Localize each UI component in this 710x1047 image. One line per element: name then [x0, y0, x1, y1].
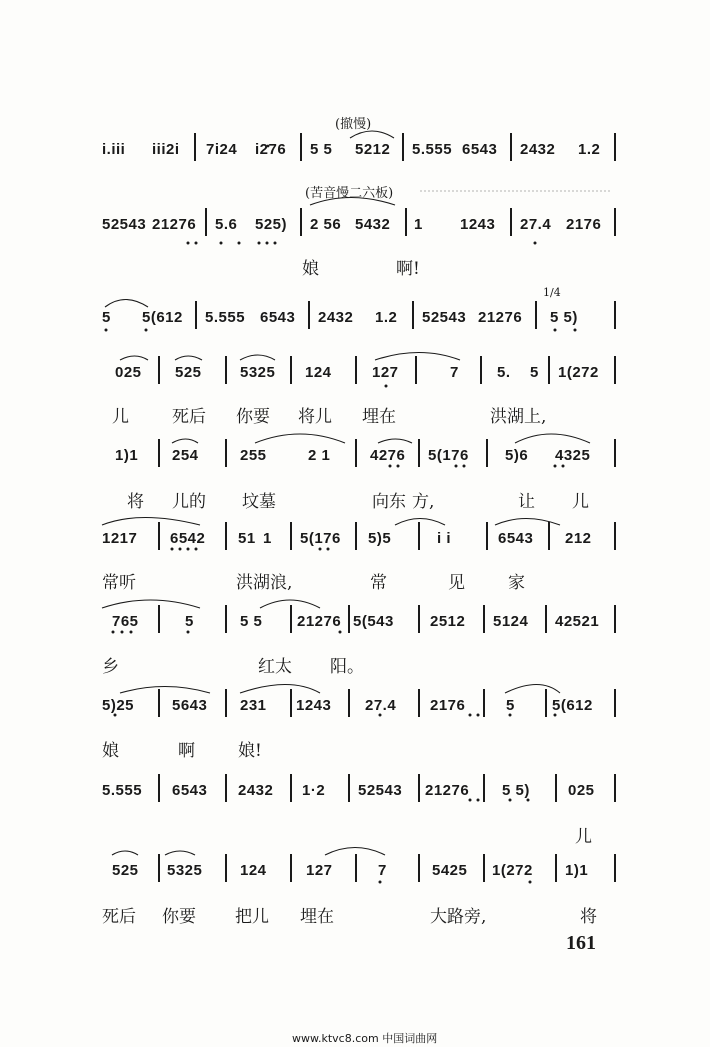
- note-group: 5.: [497, 364, 511, 381]
- lyric: 儿: [572, 492, 589, 512]
- note-group: 525: [112, 862, 139, 879]
- lyric: 家: [508, 573, 525, 593]
- bar-line: [614, 208, 616, 236]
- note-group: 5: [185, 613, 194, 630]
- note-group: 1217: [102, 530, 138, 547]
- note-group: 124: [305, 364, 332, 381]
- lyric: 埋在: [362, 407, 396, 427]
- note-group: 52543: [102, 216, 147, 233]
- note-group: 5(176: [300, 530, 341, 547]
- note-group: 127: [306, 862, 333, 879]
- note-group: iii2i: [152, 141, 180, 158]
- banshi-marking: (苦音慢二六板): [305, 186, 394, 201]
- note-group: 2432: [238, 782, 274, 799]
- note-group: 2512: [430, 613, 466, 630]
- lyric: 大路旁,: [430, 907, 487, 927]
- note-group: i.iii: [102, 141, 126, 158]
- bar-line: [355, 854, 357, 882]
- note-group: 1243: [460, 216, 496, 233]
- lyric: 向东: [372, 492, 406, 512]
- note-group: 5 5): [550, 309, 578, 326]
- bar-line: [158, 689, 160, 717]
- lyric: 啊!: [396, 259, 420, 279]
- note-group: 5124: [493, 613, 529, 630]
- note-group: 1·2: [302, 782, 326, 799]
- note-group: 52543: [422, 309, 467, 326]
- note-group: 5: [530, 364, 539, 381]
- bar-line: [355, 439, 357, 467]
- bar-line: [614, 439, 616, 467]
- note-group: 21276: [152, 216, 197, 233]
- bar-line: [614, 356, 616, 384]
- bar-line: [418, 439, 420, 467]
- note-group: 1243: [296, 697, 332, 714]
- note-group: 5212: [355, 141, 391, 158]
- bar-line: [348, 605, 350, 633]
- note-group: 6543: [172, 782, 208, 799]
- lyric: 将: [580, 907, 597, 927]
- bar-line: [290, 605, 292, 633]
- lyric: 常听: [102, 573, 136, 593]
- bar-line: [225, 605, 227, 633]
- note-group: 254: [172, 447, 199, 464]
- note-group: 1.2: [375, 309, 398, 326]
- note-group: 1.2: [578, 141, 601, 158]
- bar-line: [412, 301, 414, 329]
- note-group: 6543: [260, 309, 296, 326]
- bar-line: [418, 522, 420, 550]
- note-group: 231: [240, 697, 267, 714]
- note-group: 5: [506, 697, 515, 714]
- bar-line: [225, 774, 227, 802]
- bar-line: [510, 208, 512, 236]
- note-group: 5643: [172, 697, 208, 714]
- note-group: 1(272: [492, 862, 533, 879]
- note-group: 4276: [370, 447, 406, 464]
- footer-watermark: www.ktvc8.com 中国词曲网: [292, 1032, 438, 1045]
- note-group: 27.4: [520, 216, 552, 233]
- lyric: 把儿: [235, 907, 269, 927]
- bar-line: [225, 356, 227, 384]
- bar-line: [300, 208, 302, 236]
- note-group: 525): [255, 216, 288, 233]
- lyric: 娘!: [238, 741, 262, 761]
- bar-line: [300, 133, 302, 161]
- bar-line: [418, 774, 420, 802]
- bar-line: [405, 208, 407, 236]
- note-group: 5.6: [215, 216, 238, 233]
- bar-line: [225, 439, 227, 467]
- note-group: 525: [175, 364, 202, 381]
- lyric: 洪湖上,: [490, 407, 547, 427]
- bar-line: [225, 522, 227, 550]
- note-group: 5)6: [505, 447, 529, 464]
- bar-line: [535, 301, 537, 329]
- bar-line: [483, 689, 485, 717]
- note-group: 51: [238, 530, 256, 547]
- bar-line: [290, 522, 292, 550]
- note-group: 2 56: [310, 216, 342, 233]
- lyric: 阳。: [330, 657, 364, 677]
- bar-line: [486, 439, 488, 467]
- note-group: 5 5): [502, 782, 530, 799]
- bar-line: [290, 689, 292, 717]
- bar-line: [545, 689, 547, 717]
- bar-line: [290, 356, 292, 384]
- note-group: 4325: [555, 447, 591, 464]
- note-group: 7: [378, 862, 387, 879]
- bar-line: [614, 689, 616, 717]
- note-group: 52543: [358, 782, 403, 799]
- bar-line: [158, 356, 160, 384]
- note-group: 025: [568, 782, 595, 799]
- lyric: 娘: [102, 741, 119, 761]
- bar-line: [614, 605, 616, 633]
- note-group: 5.555: [412, 141, 453, 158]
- bar-line: [545, 605, 547, 633]
- lyric: 你要: [162, 907, 196, 927]
- note-group: 1(272: [558, 364, 599, 381]
- note-group: i i: [437, 530, 452, 547]
- note-group: 7: [450, 364, 459, 381]
- bar-line: [510, 133, 512, 161]
- lyric: 将儿: [298, 407, 332, 427]
- note-group: 5(176: [428, 447, 469, 464]
- lyric: 洪湖浪,: [236, 573, 293, 593]
- lyric: 娘: [302, 259, 319, 279]
- note-group: 42521: [555, 613, 600, 630]
- note-group: 1: [263, 530, 272, 547]
- bar-line: [158, 439, 160, 467]
- note-group: 212: [565, 530, 592, 547]
- note-group: 5 5: [240, 613, 263, 630]
- note-group: 5(543: [353, 613, 394, 630]
- ratio-marking: 1/4: [543, 286, 561, 299]
- bar-line: [158, 854, 160, 882]
- bar-line: [614, 301, 616, 329]
- bar-line: [195, 301, 197, 329]
- bar-line: [486, 522, 488, 550]
- note-group: 21276: [297, 613, 342, 630]
- bar-line: [614, 133, 616, 161]
- bar-line: [483, 605, 485, 633]
- note-group: 5)25: [102, 697, 135, 714]
- note-group: 5 5: [310, 141, 333, 158]
- note-group: 5325: [240, 364, 276, 381]
- note-group: 1)1: [115, 447, 139, 464]
- note-group: 5(612: [142, 309, 183, 326]
- note-group: 2432: [318, 309, 354, 326]
- bar-line: [194, 133, 196, 161]
- bar-line: [348, 774, 350, 802]
- bar-line: [290, 774, 292, 802]
- lyric: 埋在: [300, 907, 334, 927]
- note-group: 5)5: [368, 530, 392, 547]
- note-group: 5.555: [205, 309, 246, 326]
- bar-line: [225, 689, 227, 717]
- note-group: 21276: [425, 782, 470, 799]
- note-group: 765: [112, 613, 139, 630]
- note-group: 5432: [355, 216, 391, 233]
- bar-line: [355, 356, 357, 384]
- bar-line: [158, 774, 160, 802]
- note-group: 2176: [566, 216, 602, 233]
- bar-line: [418, 854, 420, 882]
- lyric: 乡: [102, 657, 119, 677]
- note-group: 6543: [498, 530, 534, 547]
- note-group: 2 1: [308, 447, 331, 464]
- bar-line: [614, 522, 616, 550]
- note-group: 2432: [520, 141, 556, 158]
- note-group: 025: [115, 364, 142, 381]
- note-group: 255: [240, 447, 267, 464]
- lyric: 儿的: [172, 492, 206, 512]
- note-group: 5425: [432, 862, 468, 879]
- note-group: 127: [372, 364, 399, 381]
- bar-line: [205, 208, 207, 236]
- lyric: 常: [370, 573, 387, 593]
- bar-line: [548, 356, 550, 384]
- bar-line: [480, 356, 482, 384]
- note-group: 27.4: [365, 697, 397, 714]
- lyric: 将: [127, 492, 144, 512]
- bar-line: [402, 133, 404, 161]
- note-group: 5: [102, 309, 111, 326]
- note-group: 5325: [167, 862, 203, 879]
- note-group: 2176: [430, 697, 466, 714]
- lyric: 死后: [172, 407, 206, 427]
- lyric: 让: [518, 492, 535, 512]
- note-group: 1)1: [565, 862, 589, 879]
- bar-line: [158, 522, 160, 550]
- lyric: 红太: [258, 657, 292, 677]
- bar-line: [355, 522, 357, 550]
- bar-line: [548, 522, 550, 550]
- lyric: 见: [448, 573, 465, 593]
- bar-line: [415, 356, 417, 384]
- bar-line: [614, 854, 616, 882]
- bar-line: [308, 301, 310, 329]
- bar-line: [555, 854, 557, 882]
- bar-line: [483, 774, 485, 802]
- note-group: 6542: [170, 530, 206, 547]
- lyric: 死后: [102, 907, 136, 927]
- bar-line: [483, 854, 485, 882]
- note-group: 7i24: [206, 141, 238, 158]
- note-group: i276: [255, 141, 287, 158]
- note-group: 5(612: [552, 697, 593, 714]
- bar-line: [418, 605, 420, 633]
- bar-line: [348, 689, 350, 717]
- note-group: 5.555: [102, 782, 143, 799]
- bar-line: [614, 774, 616, 802]
- bar-line: [290, 854, 292, 882]
- bar-line: [418, 689, 420, 717]
- tempo-marking: (撤慢): [335, 117, 372, 132]
- lyric: 儿: [112, 407, 129, 427]
- lyric: 方,: [412, 492, 435, 512]
- note-group: 124: [240, 862, 267, 879]
- bar-line: [225, 854, 227, 882]
- lyric: 啊: [178, 741, 195, 761]
- lyric: 坟墓: [242, 492, 276, 512]
- lyric: 你要: [236, 407, 270, 427]
- bar-line: [158, 605, 160, 633]
- note-group: 6543: [462, 141, 498, 158]
- page-number: 161: [566, 932, 596, 954]
- lyric: 儿: [575, 827, 592, 847]
- bar-line: [555, 774, 557, 802]
- note-group: 1: [414, 216, 423, 233]
- note-group: 21276: [478, 309, 523, 326]
